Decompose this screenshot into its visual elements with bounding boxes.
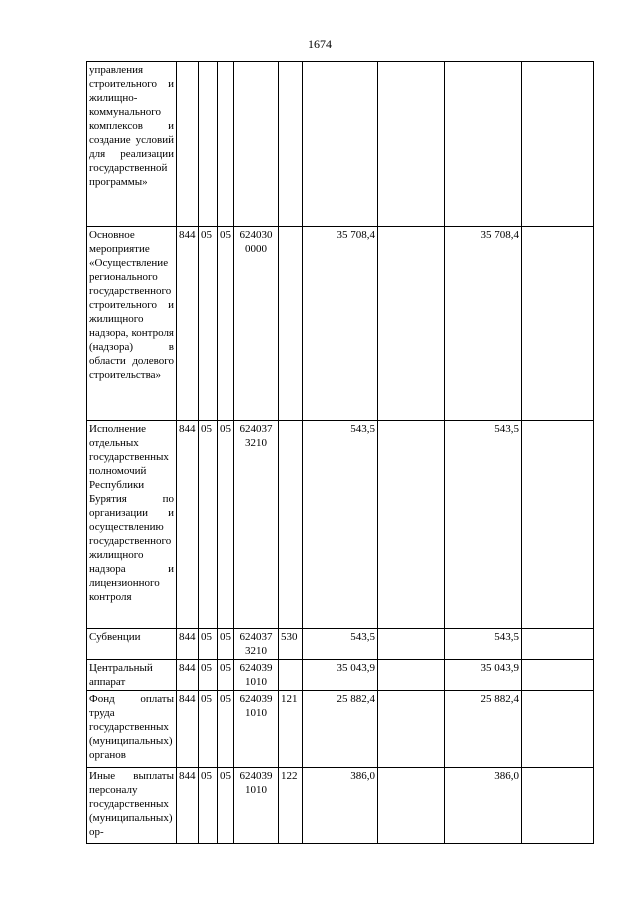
sum-cell-1: 35 708,4 bbox=[303, 227, 378, 421]
table-row bbox=[87, 629, 594, 660]
vr-cell bbox=[279, 660, 303, 691]
sum-cell-3 bbox=[445, 62, 522, 227]
sum-cell-4 bbox=[522, 629, 594, 660]
csr-line-2: 3210 bbox=[245, 437, 267, 449]
csr-cell bbox=[234, 768, 279, 844]
sum-cell-3: 35 708,4 bbox=[445, 227, 522, 421]
rz-cell: 05 bbox=[199, 421, 218, 629]
ved-cell: 844 bbox=[177, 421, 199, 629]
ved-cell bbox=[177, 62, 199, 227]
sum-cell-2 bbox=[378, 629, 445, 660]
csr-line-1: 624039 bbox=[239, 693, 273, 705]
sum-cell-3: 386,0 bbox=[445, 768, 522, 844]
csr-cell bbox=[234, 227, 279, 421]
sum-cell-4 bbox=[522, 691, 594, 768]
rz-cell: 05 bbox=[199, 629, 218, 660]
rz-cell: 05 bbox=[199, 660, 218, 691]
page-number: 1674 bbox=[308, 37, 332, 51]
row-name: Центральный аппарат bbox=[87, 660, 177, 691]
csr-line-2: 1010 bbox=[245, 676, 267, 688]
pr-cell: 05 bbox=[218, 660, 234, 691]
csr-cell bbox=[234, 421, 279, 629]
row-name: Иные выплаты персоналу государственных (муниципальных) ор- bbox=[87, 768, 177, 844]
sum-cell-1: 543,5 bbox=[303, 421, 378, 629]
sum-cell-1: 386,0 bbox=[303, 768, 378, 844]
sum-cell-3: 25 882,4 bbox=[445, 691, 522, 768]
pr-cell: 05 bbox=[218, 227, 234, 421]
budget-table bbox=[86, 61, 594, 844]
csr-line-1: 624039 bbox=[239, 770, 273, 782]
vr-cell: 121 bbox=[279, 691, 303, 768]
rz-cell: 05 bbox=[199, 691, 218, 768]
sum-cell-4 bbox=[522, 768, 594, 844]
table-row bbox=[87, 227, 594, 421]
table-row bbox=[87, 660, 594, 691]
sum-cell-4 bbox=[522, 227, 594, 421]
sum-cell-1: 25 882,4 bbox=[303, 691, 378, 768]
sum-cell-3: 35 043,9 bbox=[445, 660, 522, 691]
rz-cell: 05 bbox=[199, 768, 218, 844]
row-name: Исполнение отдельных государственных полномочий Республики Бурятия по организации и осуществлению государственного жилищного надзора и лицензионного контроля bbox=[87, 421, 177, 629]
sum-cell-2 bbox=[378, 660, 445, 691]
sum-cell-4 bbox=[522, 421, 594, 629]
ved-cell: 844 bbox=[177, 768, 199, 844]
csr-line-1: 624037 bbox=[239, 631, 273, 643]
ved-cell: 844 bbox=[177, 629, 199, 660]
csr-line-1: 624037 bbox=[239, 423, 273, 435]
sum-cell-4 bbox=[522, 660, 594, 691]
csr-line-2: 3210 bbox=[245, 645, 267, 657]
csr-cell bbox=[234, 62, 279, 227]
sum-cell-1 bbox=[303, 62, 378, 227]
sum-cell-2 bbox=[378, 62, 445, 227]
table-row bbox=[87, 768, 594, 844]
sum-cell-2 bbox=[378, 227, 445, 421]
sum-cell-4 bbox=[522, 62, 594, 227]
csr-line-2: 1010 bbox=[245, 707, 267, 719]
rz-cell bbox=[199, 62, 218, 227]
row-name: Фонд оплаты труда государственных (муниципальных) органов bbox=[87, 691, 177, 768]
row-name: Основное мероприятие «Осуществление регионального государственного строительного и жилищного надзора, контроля (надзора) в области долевого строительства» bbox=[87, 227, 177, 421]
table-row bbox=[87, 62, 594, 227]
sum-cell-3: 543,5 bbox=[445, 421, 522, 629]
ved-cell: 844 bbox=[177, 691, 199, 768]
csr-line-1: 624030 bbox=[239, 229, 273, 241]
vr-cell bbox=[279, 421, 303, 629]
rz-cell: 05 bbox=[199, 227, 218, 421]
pr-cell: 05 bbox=[218, 691, 234, 768]
sum-cell-3: 543,5 bbox=[445, 629, 522, 660]
csr-cell bbox=[234, 691, 279, 768]
sum-cell-1: 543,5 bbox=[303, 629, 378, 660]
vr-cell bbox=[279, 62, 303, 227]
sum-cell-2 bbox=[378, 691, 445, 768]
ved-cell: 844 bbox=[177, 227, 199, 421]
sum-cell-1: 35 043,9 bbox=[303, 660, 378, 691]
table-row bbox=[87, 691, 594, 768]
csr-cell bbox=[234, 660, 279, 691]
sum-cell-2 bbox=[378, 768, 445, 844]
csr-line-2: 0000 bbox=[245, 243, 267, 255]
pr-cell: 05 bbox=[218, 421, 234, 629]
csr-cell bbox=[234, 629, 279, 660]
pr-cell: 05 bbox=[218, 768, 234, 844]
pr-cell: 05 bbox=[218, 629, 234, 660]
table-row bbox=[87, 421, 594, 629]
row-name: управления строительного и жилищно-коммунального комплексов и создание условий для реализации государственной программы» bbox=[87, 62, 177, 227]
vr-cell: 530 bbox=[279, 629, 303, 660]
row-name: Субвенции bbox=[87, 629, 177, 660]
vr-cell bbox=[279, 227, 303, 421]
sum-cell-2 bbox=[378, 421, 445, 629]
vr-cell: 122 bbox=[279, 768, 303, 844]
pr-cell bbox=[218, 62, 234, 227]
csr-line-1: 624039 bbox=[239, 662, 273, 674]
ved-cell: 844 bbox=[177, 660, 199, 691]
csr-line-2: 1010 bbox=[245, 784, 267, 796]
